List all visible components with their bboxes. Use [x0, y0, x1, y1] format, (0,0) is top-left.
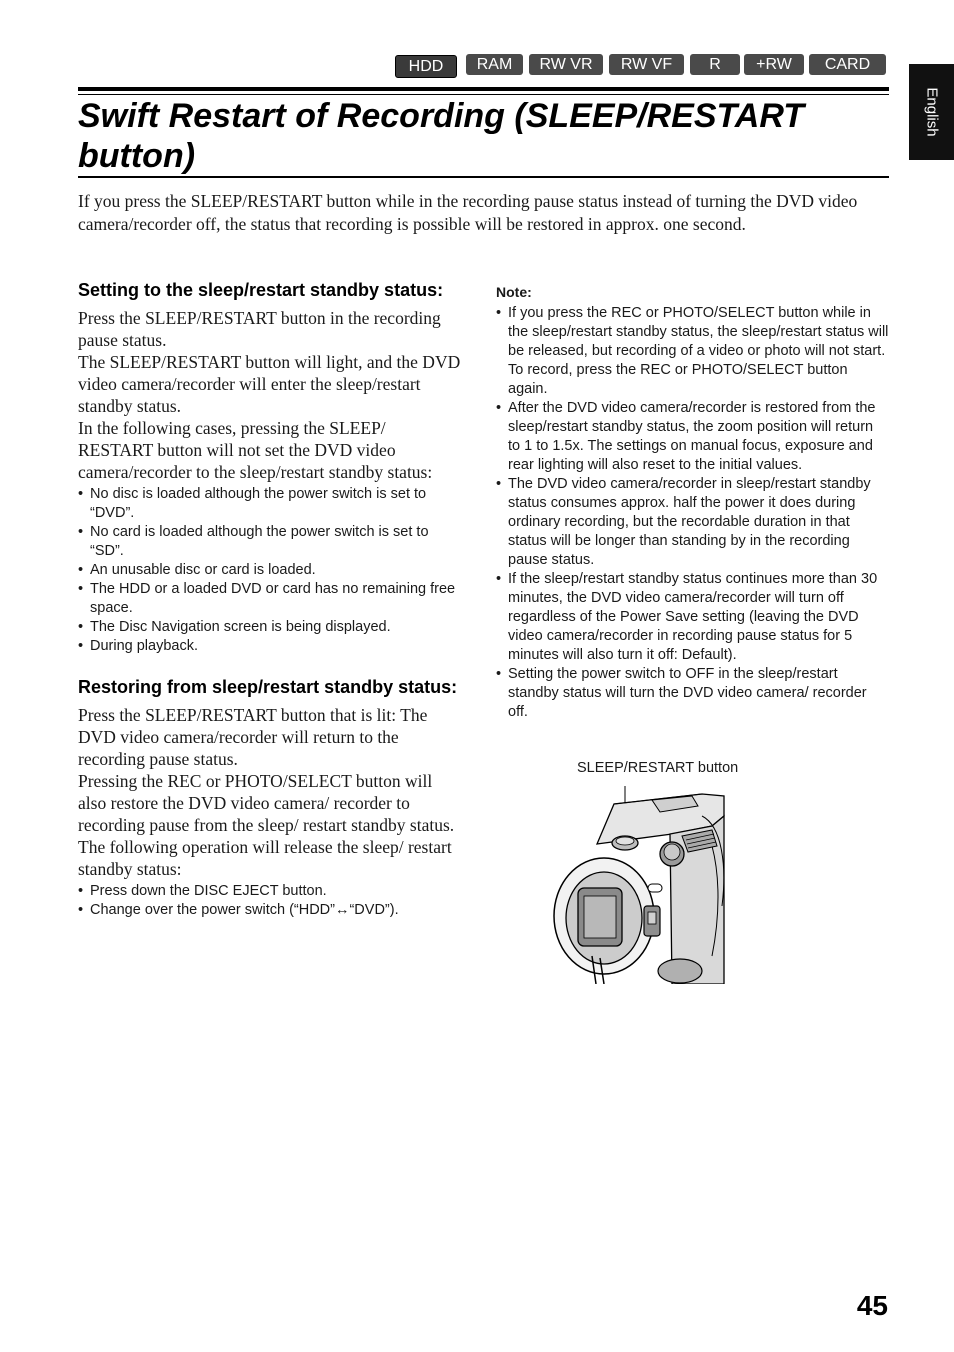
media-tab-r: R: [690, 54, 740, 75]
setting-heading: Setting to the sleep/restart standby status:: [78, 280, 444, 300]
title-rule-top: [78, 87, 889, 91]
page-number: 45: [856, 1290, 888, 1321]
list-item: • The DVD video camera/recorder in sleep/restart standby status consumes approx. half the power it does during ordinary recording, but the recordable duration in that status will be longer than standing by in the recording pause status.: [496, 475, 889, 570]
list-item: • During playback.: [78, 637, 464, 656]
note-bullet-list: [496, 304, 889, 722]
title-rule-top-thin: [78, 94, 889, 95]
language-label: English: [923, 87, 940, 137]
restoring-heading: Restoring from sleep/restart standby status:: [78, 677, 458, 697]
figure-caption: SLEEP/RESTART button: [577, 760, 739, 776]
restoring-paragraph: Pressing the REC or PHOTO/SELECT button will also restore the DVD video camera/ recorder to recording pause from the sleep/ restart standby status.: [78, 771, 455, 835]
setting-bullet-list: [78, 485, 464, 656]
restoring-paragraph: Press the SLEEP/RESTART button that is lit: The DVD video camera/recorder will return to the recording pause status.: [78, 705, 428, 769]
right-column: [496, 283, 889, 722]
page-title: Swift Restart of Recording (SLEEP/RESTART button): [78, 97, 805, 175]
left-column: [78, 279, 464, 920]
media-tab-rw-vr: RW VR: [529, 54, 603, 75]
media-tab-rw-vf: RW VF: [609, 54, 684, 75]
restoring-paragraph: The following operation will release the sleep/ restart standby status:: [78, 837, 452, 879]
list-item: • No card is loaded although the power switch is set to “SD”.: [78, 523, 464, 561]
list-item: • If the sleep/restart standby status continues more than 30 minutes, the DVD video camera/recorder will turn off regardless of the Power Save setting (leaving the DVD video camera/recorder in recording pause status for 5 minutes will also turn it off: Default).: [496, 570, 889, 665]
list-item: • Change over the power switch (“HDD”↔“DVD”).: [78, 901, 464, 920]
list-item: • An unusable disc or card is loaded.: [78, 561, 464, 580]
intro-paragraph: If you press the SLEEP/RESTART button while in the recording pause status instead of turning the DVD video camera/recorder off, the status that recording is possible will be restored in approx. one second.: [78, 191, 858, 234]
list-item: • The Disc Navigation screen is being displayed.: [78, 618, 464, 637]
setting-paragraph: In the following cases, pressing the SLEEP/ RESTART button will not set the DVD video camera/recorder to the sleep/restart standby status:: [78, 418, 433, 482]
language-tab: [909, 64, 954, 160]
media-type-tabs: [395, 54, 890, 76]
media-tab-plus-rw: +RW: [744, 54, 804, 75]
list-item: • Press down the DISC EJECT button.: [78, 882, 464, 901]
media-tab-ram: RAM: [466, 54, 523, 75]
list-item: • No disc is loaded although the power switch is set to “DVD”.: [78, 485, 464, 523]
list-item: • Setting the power switch to OFF in the sleep/restart standby status will turn the DVD video camera/ recorder off.: [496, 665, 889, 722]
list-item: • After the DVD video camera/recorder is restored from the sleep/restart standby status, the zoom position will return to 1 to 1.5x. The settings on manual focus, exposure and rear lighting will also reset to the initial values.: [496, 399, 889, 475]
setting-paragraph: Press the SLEEP/RESTART button in the recording pause status.: [78, 308, 441, 350]
list-item: • If you press the REC or PHOTO/SELECT button while in the sleep/restart standby status, the sleep/restart status will be released, but recording of a video or photo will not start. To record, press the REC or PHOTO/SELECT button again.: [496, 304, 889, 399]
camcorder-illustration: [552, 786, 727, 984]
note-label: Note:: [496, 284, 532, 300]
media-tab-card: CARD: [809, 54, 886, 75]
list-item: • The HDD or a loaded DVD or card has no remaining free space.: [78, 580, 464, 618]
media-tab-hdd: HDD: [395, 55, 457, 78]
title-rule-bottom: [78, 176, 889, 178]
setting-paragraph: The SLEEP/RESTART button will light, and the DVD video camera/recorder will enter the sleep/restart standby status.: [78, 352, 461, 416]
restoring-bullet-list: [78, 882, 464, 920]
